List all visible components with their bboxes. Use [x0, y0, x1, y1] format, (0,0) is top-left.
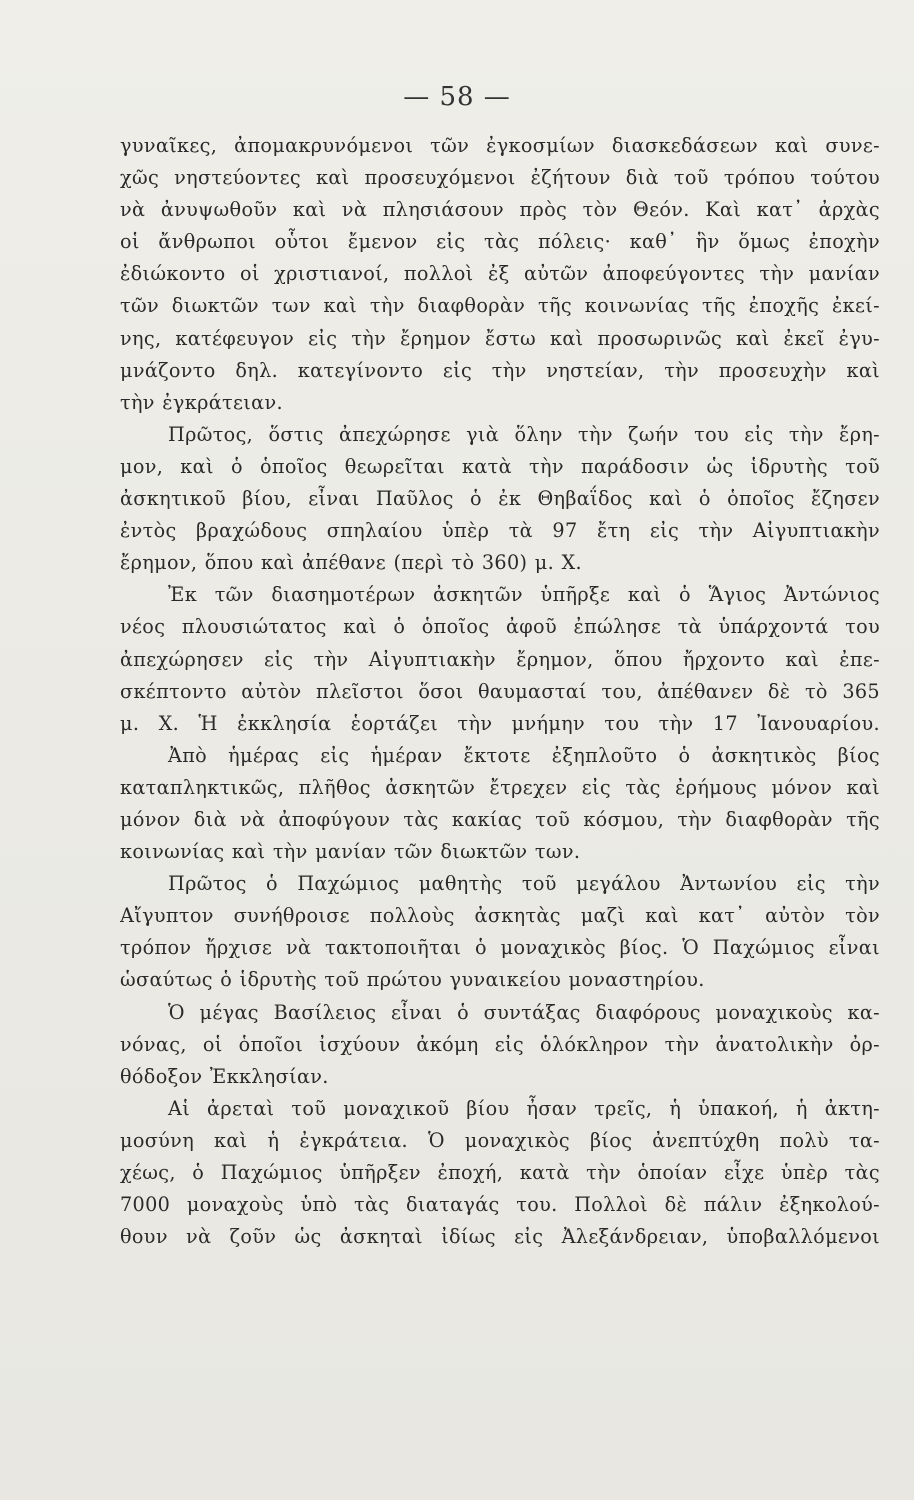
text-line: ἀπεχώρησεν εἰς τὴν Αἰγυπτιακὴν ἔρημον, ὅπου ἤρχοντο καὶ ἐπε- [120, 647, 880, 671]
paragraph-first-line: Πρῶτος ὁ Παχώμιος μαθητὴς τοῦ μεγάλου Ἀντωνίου εἰς τὴν [168, 872, 880, 896]
text-line: ἔρημον, ὅπου καὶ ἀπέθανε (περὶ τὸ 360) μ. Χ. [120, 551, 582, 575]
text-line: τὴν ἐγκράτειαν. [120, 390, 283, 414]
text-line: νέος πλουσιώτατος καὶ ὁ ὁποῖος ἀφοῦ ἐπώλησε τὰ ὑπάρχοντά του [120, 615, 880, 639]
body-text [120, 130, 880, 1253]
text-line: νόνας, οἱ ὁποῖοι ἰσχύουν ἀκόμη εἰς ὁλόκληρον τὴν ἀνατολικὴν ὀρ- [120, 1032, 880, 1056]
text-line: 7000 μοναχοὺς ὑπὸ τὰς διαταγάς του. Πολλοὶ δὲ πάλιν ἐξηκολού- [120, 1193, 880, 1217]
text-line: θουν νὰ ζοῦν ὡς ἀσκηταὶ ἰδίως εἰς Ἀλεξάνδρειαν, ὑποβαλλόμενοι [120, 1225, 880, 1249]
text-line: μόνον διὰ νὰ ἀποφύγουν τὰς κακίας τοῦ κόσμου, τὴν διαφθορὰν τῆς [120, 807, 880, 831]
text-line: μνάζοντο δηλ. κατεγίνοντο εἰς τὴν νηστείαν, τὴν προσευχὴν καὶ [120, 358, 880, 382]
text-line: μ. Χ. Ἡ ἐκκλησία ἑορτάζει τὴν μνήμην του τὴν 17 Ἰανουαρίου. [120, 711, 880, 735]
page-number: — 58 — [403, 82, 511, 112]
text-line: Αἴγυπτον συνήθροισε πολλοὺς ἀσκητὰς μαζὶ καὶ κατ᾿ αὐτὸν τὸν [120, 904, 880, 928]
text-line: νὰ ἀνυψωθοῦν καὶ νὰ πλησιάσουν πρὸς τὸν Θεόν. Καὶ κατ᾿ ἀρχὰς [120, 198, 880, 222]
text-line: γυναῖκες, ἀπομακρυνόμενοι τῶν ἐγκοσμίων διασκεδάσεων καὶ συνε- [120, 134, 880, 157]
text-line: κοινωνίας καὶ τὴν μανίαν τῶν διωκτῶν των. [120, 840, 581, 864]
text-line: ἀσκητικοῦ βίου, εἶναι Παῦλος ὁ ἐκ Θηβαΐδος καὶ ὁ ὁποῖος ἔζησεν [120, 487, 880, 511]
text-line: καταπληκτικῶς, πλῆθος ἀσκητῶν ἔτρεχεν εἰς τὰς ἐρήμους μόνον καὶ [120, 775, 880, 799]
text-line: ὡσαύτως ὁ ἱδρυτὴς τοῦ πρώτου γυναικείου μοναστηρίου. [120, 968, 705, 992]
text-line: μον, καὶ ὁ ὁποῖος θεωρεῖται κατὰ τὴν παράδοσιν ὡς ἱδρυτὴς τοῦ [120, 454, 880, 478]
paragraph-first-line: Ἐκ τῶν διασημοτέρων ἀσκητῶν ὑπῆρξε καὶ ὁ Ἅγιος Ἀντώνιος [168, 583, 880, 607]
text-line: οἱ ἄνθρωποι οὗτοι ἔμενον εἰς τὰς πόλεις· καθ᾿ ἣν ὅμως ἐποχὴν [120, 230, 880, 254]
text-line: νης, κατέφευγον εἰς τὴν ἔρημον ἔστω καὶ προσωρινῶς καὶ ἐκεῖ ἐγυ- [120, 326, 880, 350]
paragraph-first-line: Ὁ μέγας Βασίλειος εἶναι ὁ συντάξας διαφόρους μοναχικοὺς κα- [168, 1000, 880, 1024]
paragraph-first-line: Ἀπὸ ἡμέρας εἰς ἡμέραν ἔκτοτε ἐξηπλοῦτο ὁ ἀσκητικὸς βίος [168, 743, 880, 767]
paragraph-first-line: Αἱ ἀρεταὶ τοῦ μοναχικοῦ βίου ἦσαν τρεῖς, ἡ ὑπακοή, ἡ ἀκτη- [168, 1096, 880, 1120]
text-line: ἐντὸς βραχώδους σπηλαίου ὑπὲρ τὰ 97 ἔτη εἰς τὴν Αἰγυπτιακὴν [120, 519, 880, 543]
text-line: σκέπτοντο αὐτὸν πλεῖστοι ὅσοι θαυμασταί του, ἀπέθανεν δὲ τὸ 365 [120, 679, 880, 703]
text-line: χέως, ὁ Παχώμιος ὑπῆρξεν ἐποχή, κατὰ τὴν ὁποίαν εἶχε ὑπὲρ τὰς [120, 1161, 880, 1184]
paragraph-first-line: Πρῶτος, ὅστις ἀπεχώρησε γιὰ ὅλην τὴν ζωήν του εἰς τὴν ἔρη- [168, 422, 880, 446]
text-line: τρόπον ἤρχισε νὰ τακτοποιῆται ὁ μοναχικὸς βίος. Ὁ Παχώμιος εἶναι [120, 936, 880, 960]
text-line: τῶν διωκτῶν των καὶ τὴν διαφθορὰν τῆς κοινωνίας τῆς ἐποχῆς ἐκεί- [120, 294, 880, 318]
text-line: ἐδιώκοντο οἱ χριστιανοί, πολλοὶ ἐξ αὐτῶν ἀποφεύγοντες τὴν μανίαν [120, 262, 880, 286]
text-line: χῶς νηστεύοντες καὶ προσευχόμενοι ἐζήτουν διὰ τοῦ τρόπου τούτου [120, 166, 880, 190]
text-line: θόδοξον Ἐκκλησίαν. [120, 1064, 329, 1088]
text-line: μοσύνη καὶ ἡ ἐγκράτεια. Ὁ μοναχικὸς βίος ἀνεπτύχθη πολὺ τα- [120, 1128, 880, 1152]
